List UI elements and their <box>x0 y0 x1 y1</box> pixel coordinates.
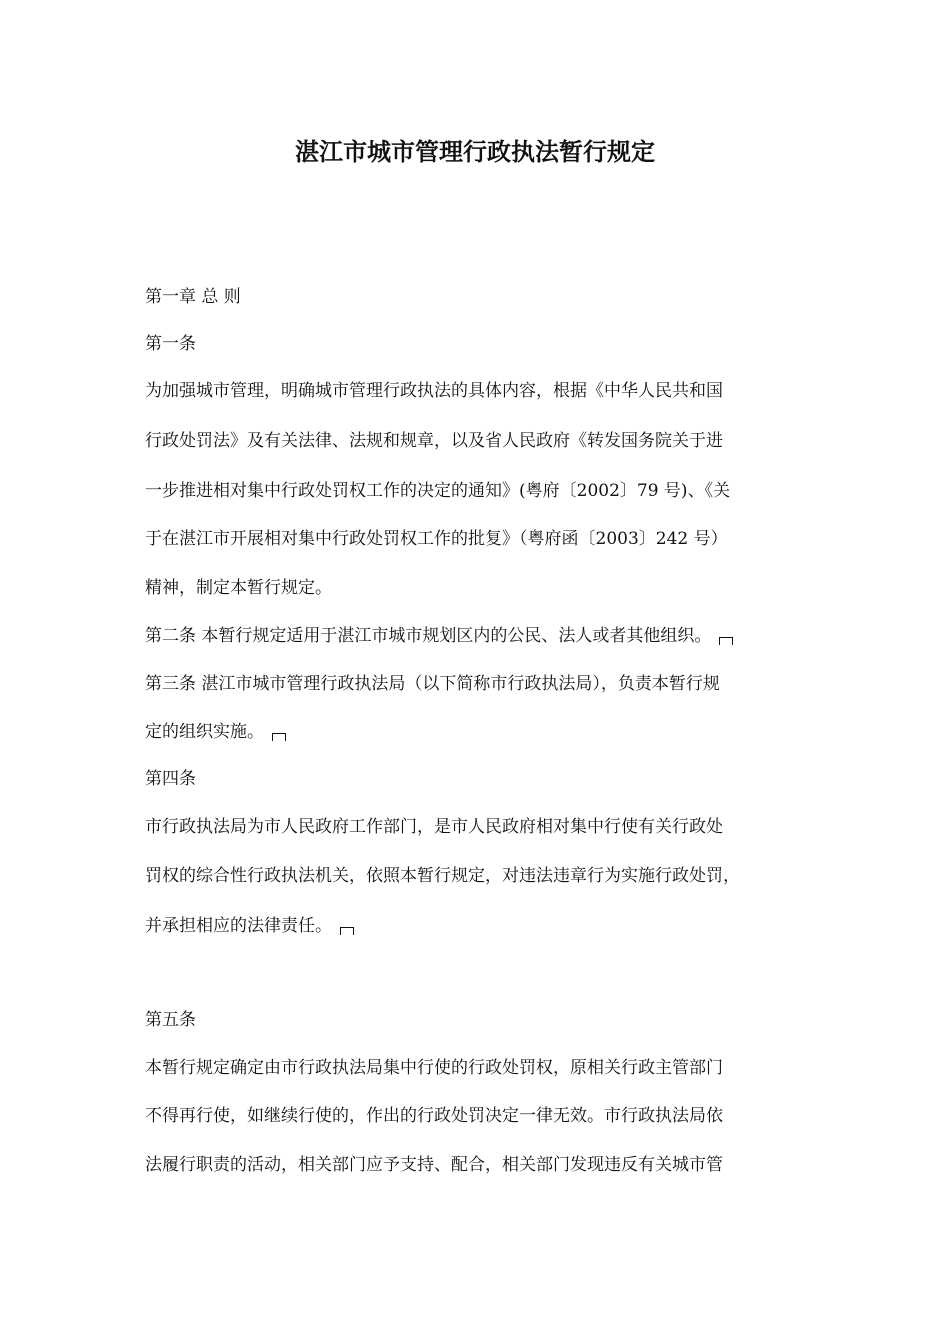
article-5-text-line: 不得再行使，如继续行使的，作出的行政处罚决定一律无效。市行政执法局依 <box>145 1106 723 1126</box>
article-2-line <box>145 624 733 648</box>
article-1-text-line: 一步推进相对集中行政处罚权工作的决定的通知》(粤府〔2002〕79 号)、《关 <box>145 481 731 501</box>
article-2-text: 第二条 本暂行规定适用于湛江市城市规划区内的公民、法人或者其他组织。 <box>145 626 712 646</box>
article-3-line: 第三条 湛江市城市管理行政执法局（以下简称市行政执法局），负责本暂行规 <box>145 674 720 694</box>
article-4-text-line: 罚权的综合性行政执法机关，依照本暂行规定，对违法违章行为实施行政处罚， <box>145 866 740 886</box>
article-1-text-line: 于在湛江市开展相对集中行政处罚权工作的批复》（粤府函〔2003〕242 号） <box>145 529 728 549</box>
article-3-line-end <box>145 720 286 744</box>
chapter-heading: 第一章 总 则 <box>145 287 241 307</box>
article-4-heading: 第四条 <box>145 769 196 789</box>
article-5-text-line: 本暂行规定确定由市行政执法局集中行使的行政处罚权，原相关行政主管部门 <box>145 1058 723 1078</box>
article-1-text-line: 行政处罚法》及有关法律、法规和规章，以及省人民政府《转发国务院关于进 <box>145 431 723 451</box>
article-4-text: 并承担相应的法律责任。 <box>145 916 332 936</box>
paragraph-mark-icon <box>340 927 354 935</box>
paragraph-mark-icon <box>719 637 733 645</box>
article-4-text-line: 市行政执法局为市人民政府工作部门，是市人民政府相对集中行使有关行政处 <box>145 817 723 837</box>
article-1-text-line: 精神，制定本暂行规定。 <box>145 578 332 598</box>
article-1-text-line: 为加强城市管理，明确城市管理行政执法的具体内容，根据《中华人民共和国 <box>145 381 723 401</box>
article-4-line-end <box>145 914 354 938</box>
article-1-heading: 第一条 <box>145 334 196 354</box>
article-3-text: 定的组织实施。 <box>145 722 264 742</box>
article-5-heading: 第五条 <box>145 1010 196 1030</box>
article-5-text-line: 法履行职责的活动，相关部门应予支持、配合，相关部门发现违反有关城市管 <box>145 1155 723 1175</box>
document-title: 湛江市城市管理行政执法暂行规定 <box>295 137 655 166</box>
paragraph-mark-icon <box>272 733 286 741</box>
